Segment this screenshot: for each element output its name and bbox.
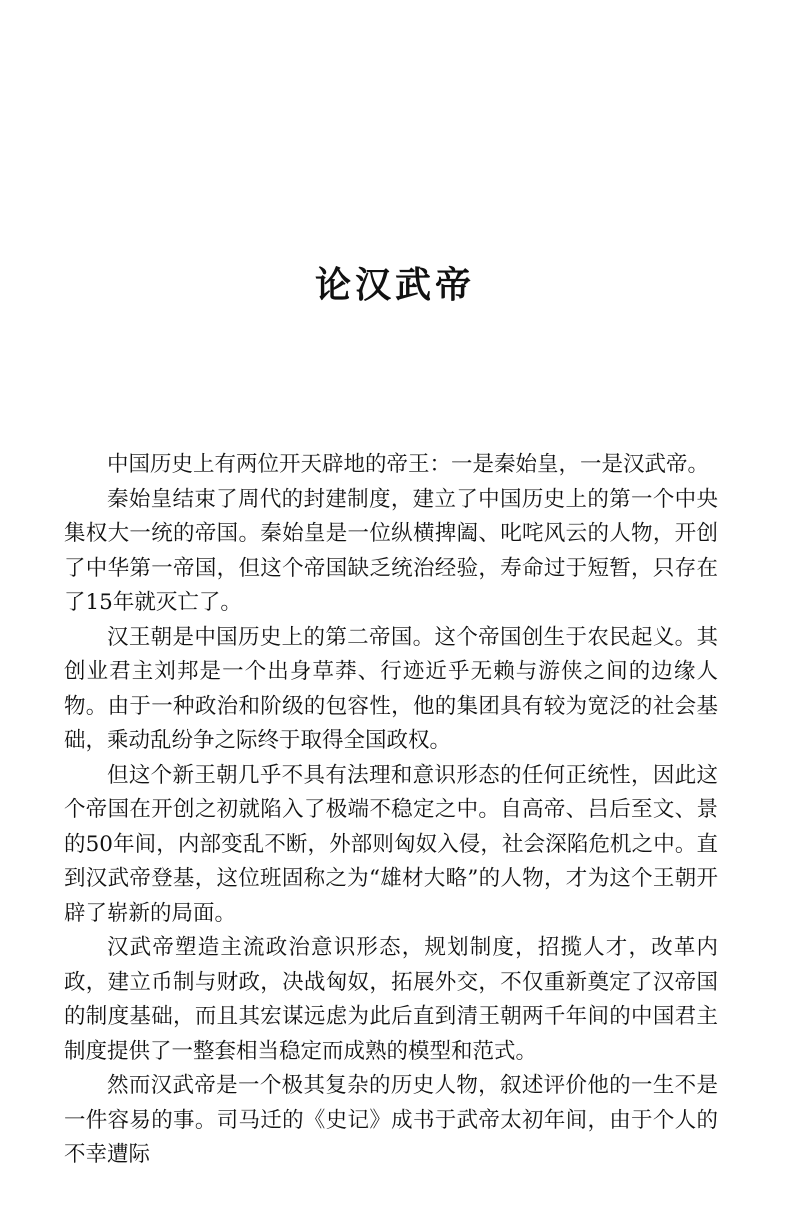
paragraph: 秦始皇结束了周代的封建制度，建立了中国历史上的第一个中央集权大一统的帝国。秦始皇是一位纵横捭阖、叱咤风云的人物，开创了中华第一帝国，但这个帝国缺乏统治经验，寿命过于短暂，只存在了15年就灭亡了。 bbox=[64, 486, 718, 615]
paragraph: 但这个新王朝几乎不具有法理和意识形态的任何正统性，因此这个帝国在开创之初就陷入了极端不稳定之中。自高帝、吕后至文、景的50年间，内部变乱不断，外部则匈奴入侵，社会深陷危机之中。直到汉武帝登基，这位班固称之为“雄材大略”的人物，才为这个王朝开辟了崭新的局面。 bbox=[64, 762, 718, 926]
chapter-title: 论汉武帝 bbox=[314, 265, 475, 306]
paragraph: 然而汉武帝是一个极其复杂的历史人物，叙述评价他的一生不是一件容易的事。司马迁的《史记》成书于武帝太初年间，由于个人的不幸遭际 bbox=[64, 1073, 718, 1167]
paragraph: 汉王朝是中国历史上的第二帝国。这个帝国创生于农民起义。其创业君主刘邦是一个出身草莽、行迹近乎无赖与游侠之间的边缘人物。由于一种政治和阶级的包容性，他的集团具有较为宽泛的社会基础，乘动乱纷争之际终于取得全国政权。 bbox=[64, 624, 718, 753]
body-text bbox=[64, 448, 718, 1173]
paragraph: 汉武帝塑造主流政治意识形态，规划制度，招揽人才，改革内政，建立币制与财政，决战匈奴，拓展外交，不仅重新奠定了汉帝国的制度基础，而且其宏谋远虑为此后直到清王朝两千年间的中国君主制度提供了一整套相当稳定而成熟的模型和范式。 bbox=[64, 935, 718, 1064]
paragraph: 中国历史上有两位开天辟地的帝王：一是秦始皇，一是汉武帝。 bbox=[107, 452, 710, 477]
